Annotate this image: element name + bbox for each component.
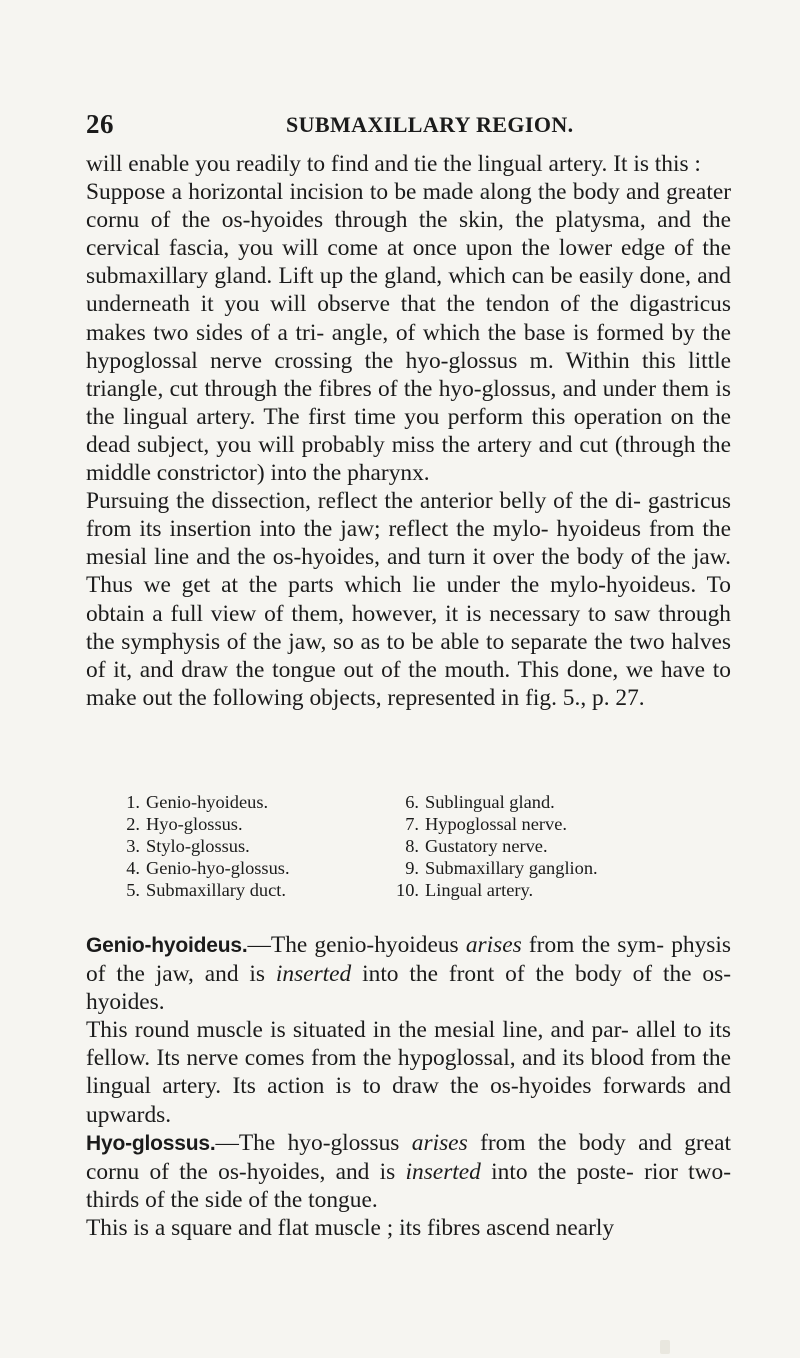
muscle-descriptions: [86, 931, 731, 1242]
legend-item: 8. Gustatory nerve.: [405, 836, 548, 857]
paragraph-incision: Suppose a horizontal incision to be made along the body and greater cornu of the os-hyoides through the skin, the platysma, and the cervical fascia, you will come at once upon the lower edge of the submaxillary gland. Lift up the gland, which can be easily done, and underneath it you will observe that the tendon of the digastricus makes two sides of a tri- angle, of which the base is formed by the hypoglossal nerve crossing the hyo-glossus m. Within this little triangle, cut through the fibres of the hyo-glossus, and under them is the lingual artery. The first time you perform this operation on the dead subject, you will probably miss the artery and cut (through the middle constrictor) into the pharynx.: [86, 179, 731, 487]
legend-column-right: [393, 791, 598, 901]
paragraph-hyo-glossus: Hyo-glossus.—The hyo-glossus arises from the body and great cornu of the os-hyoides, and is inserted into the poste- rior two-thirds of the side of the tongue.: [86, 1129, 731, 1213]
legend-item: 1. Genio-hyoideus.: [126, 792, 269, 812]
paragraph-genio-hyoideus: Genio-hyoideus.—The genio-hyoideus arises from the sym- physis of the jaw, and is inserted into the front of the body of the os-hyoides.: [86, 932, 731, 1016]
figure-legend: [118, 791, 678, 926]
legend-column-left: [118, 791, 290, 901]
legend-item: 2. Hyo-glossus.: [126, 814, 243, 835]
legend-item: 3. Stylo-glossus.: [126, 836, 250, 857]
legend-item: 10. Lingual artery.: [396, 880, 534, 901]
paragraph-dissection: Pursuing the dissection, reflect the anterior belly of the di- gastricus from its insertion into the jaw; reflect the mylo- hyoideus from the mesial line and the os-hyoides, and turn it over the body of the jaw. Thus we get at the parts which lie under the mylo-hyoideus. To obtain a full view of them, however, it is necessary to saw through the symphysis of the jaw, so as to be able to separate the two halves of it, and draw the tongue out of the mouth. This done, we have to make out the following objects, represented in fig. 5., p. 27.: [86, 488, 731, 711]
term-genio-hyoideus: Genio-hyoideus.: [86, 934, 248, 957]
body-text: [86, 150, 731, 712]
print-speck: [660, 1340, 670, 1354]
term-hyo-glossus: Hyo-glossus.: [86, 1131, 216, 1155]
legend-item: 5. Submaxillary duct.: [126, 880, 286, 901]
paragraph-intro: will enable you readily to find and tie the lingual artery. It is this :: [86, 151, 701, 177]
legend-item: 6. Sublingual gland.: [405, 792, 555, 812]
running-head: SUBMAXILLARY REGION.: [286, 112, 574, 137]
paragraph-genio-detail: This round muscle is situated in the mesial line, and par- allel to its fellow. Its nerve comes from the hypoglossal, and its blood from the lingual artery. Its action is to draw the os-hyoides forwards and upwards.: [86, 1017, 731, 1128]
legend-item: 9. Submaxillary ganglion.: [405, 858, 598, 879]
paragraph-hyo-detail: This is a square and flat muscle ; its fibres ascend nearly: [86, 1214, 615, 1241]
page-header: [86, 109, 706, 139]
legend-item: 4. Genio-hyo-glossus.: [126, 858, 290, 879]
legend-item: 7. Hypoglossal nerve.: [405, 814, 567, 835]
page-number: 26: [86, 109, 114, 139]
